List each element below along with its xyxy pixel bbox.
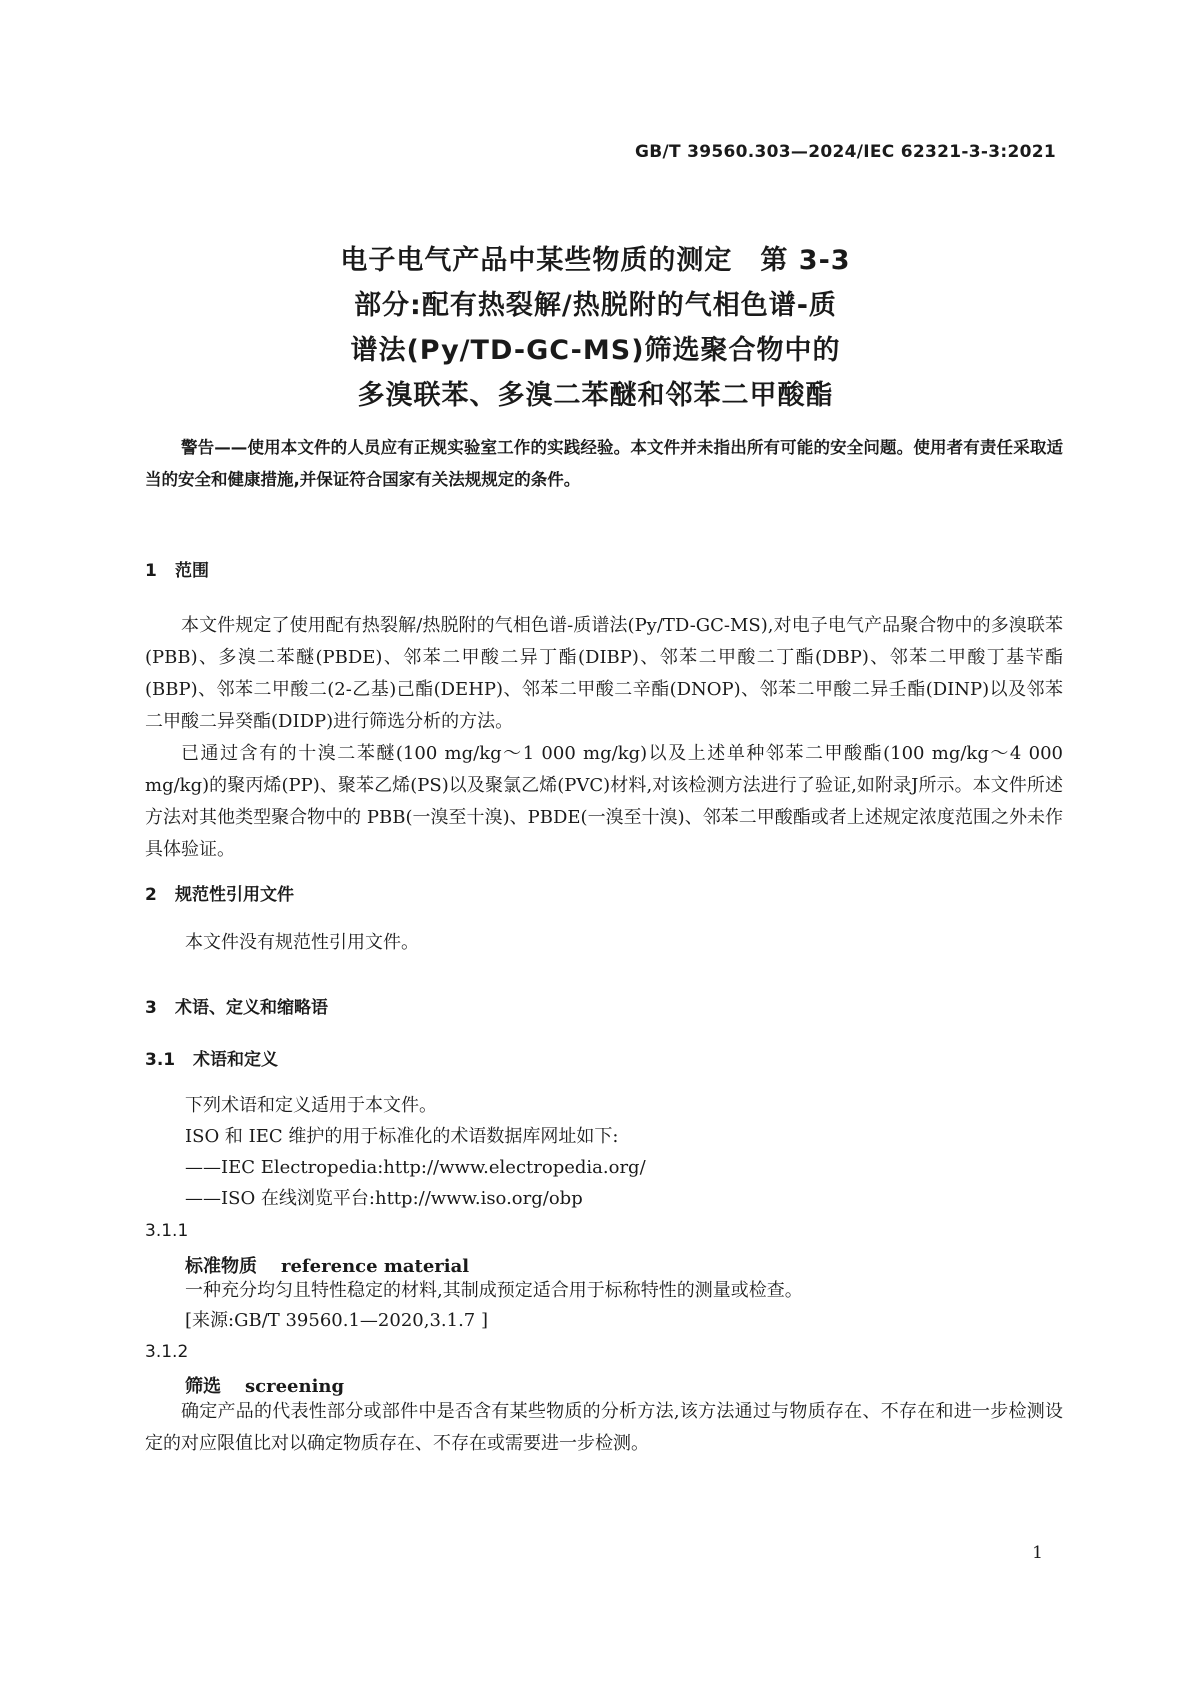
term-name-en: screening [245, 1376, 345, 1397]
scope-paragraph-2: 已通过含有的十溴二苯醚(100 mg/kg～1 000 mg/kg)以及上述单种邻苯二甲酸酯(100 mg/kg～4 000 mg/kg)的聚丙烯(PP)、聚苯乙烯(PS)以及聚氯乙烯(PVC)材料,对该检测方法进行了验证,如附录J所示。本文件所述方法对其他类型聚合物中的 PBB(一溴至十溴)、PBDE(一溴至十溴)、邻苯二甲酸酯或者上述规定浓度范围之外未作具体验证。 [145, 743, 1063, 860]
term-name [185, 1252, 469, 1278]
warning-block [145, 432, 1063, 496]
section-3-heading [145, 993, 328, 1018]
section-number: 1 [145, 561, 157, 581]
section-number: 2 [145, 885, 157, 905]
terms-line: 下列术语和定义适用于本文件。 [185, 1095, 437, 1116]
title-line: 电子电气产品中某些物质的测定 第 3-3 [340, 245, 851, 276]
normative-paragraph: 本文件没有规范性引用文件。 [185, 932, 419, 953]
standard-code: GB/T 39560.303—2024/IEC 62321-3-3:2021 [634, 142, 1056, 162]
document-title [135, 238, 1056, 418]
term-name-en: reference material [281, 1256, 470, 1277]
title-line: 部分:配有热裂解/热脱附的气相色谱-质 [354, 290, 837, 321]
scope-paragraph-1: 本文件规定了使用配有热裂解/热脱附的气相色谱-质谱法(Py/TD-GC-MS),对电子电气产品聚合物中的多溴联苯(PBB)、多溴二苯醚(PBDE)、邻苯二甲酸二异丁酯(DIBP)、邻苯二甲酸二丁酯(DBP)、邻苯二甲酸丁基苄酯(BBP)、邻苯二甲酸二(2-乙基)己酯(DEHP)、邻苯二甲酸二辛酯(DNOP)、邻苯二甲酸二异壬酯(DINP)以及邻苯二甲酸二异癸酯(DIDP)进行筛选分析的方法。 [145, 615, 1063, 732]
term-number: 3.1.1 [145, 1221, 189, 1241]
term-name [185, 1372, 344, 1398]
term-definition: 一种充分均匀且特性稳定的材料,其制成预定适合用于标称特性的测量或检查。 [185, 1280, 803, 1301]
warning-text: 警告——使用本文件的人员应有正规实验室工作的实践经验。本文件并未指出所有可能的安全问题。使用者有责任采取适当的安全和健康措施,并保证符合国家有关法规规定的条件。 [145, 438, 1063, 489]
section-1-heading [145, 556, 209, 581]
section-3-1-heading [145, 1045, 278, 1070]
section-title: 范围 [175, 561, 209, 581]
section-title: 规范性引用文件 [175, 885, 294, 905]
terms-link-iec: ——IEC Electropedia:http://www.electropedia.org/ [185, 1157, 646, 1178]
section-title: 术语和定义 [193, 1050, 278, 1070]
term-name-zh: 筛选 [185, 1376, 221, 1397]
section-number: 3.1 [145, 1050, 176, 1070]
page-number: 1 [1032, 1543, 1043, 1563]
terms-link-iso: ——ISO 在线浏览平台:http://www.iso.org/obp [185, 1188, 583, 1209]
title-line: 多溴联苯、多溴二苯醚和邻苯二甲酸酯 [357, 380, 834, 411]
term-definition: 确定产品的代表性部分或部件中是否含有某些物质的分析方法,该方法通过与物质存在、不存在和进一步检测设定的对应限值比对以确定物质存在、不存在或需要进一步检测。 [145, 1401, 1063, 1454]
section-2-heading [145, 880, 294, 905]
term-definition-block [145, 1396, 1063, 1460]
term-source: [来源:GB/T 39560.1—2020,3.1.7 ] [185, 1310, 488, 1331]
terms-line: ISO 和 IEC 维护的用于标准化的术语数据库网址如下: [185, 1126, 619, 1147]
term-name-zh: 标准物质 [185, 1256, 257, 1277]
term-number: 3.1.2 [145, 1342, 189, 1362]
scope-body [145, 610, 1063, 866]
section-number: 3 [145, 998, 157, 1018]
title-line: 谱法(Py/TD-GC-MS)筛选聚合物中的 [350, 335, 841, 366]
section-title: 术语、定义和缩略语 [175, 998, 328, 1018]
